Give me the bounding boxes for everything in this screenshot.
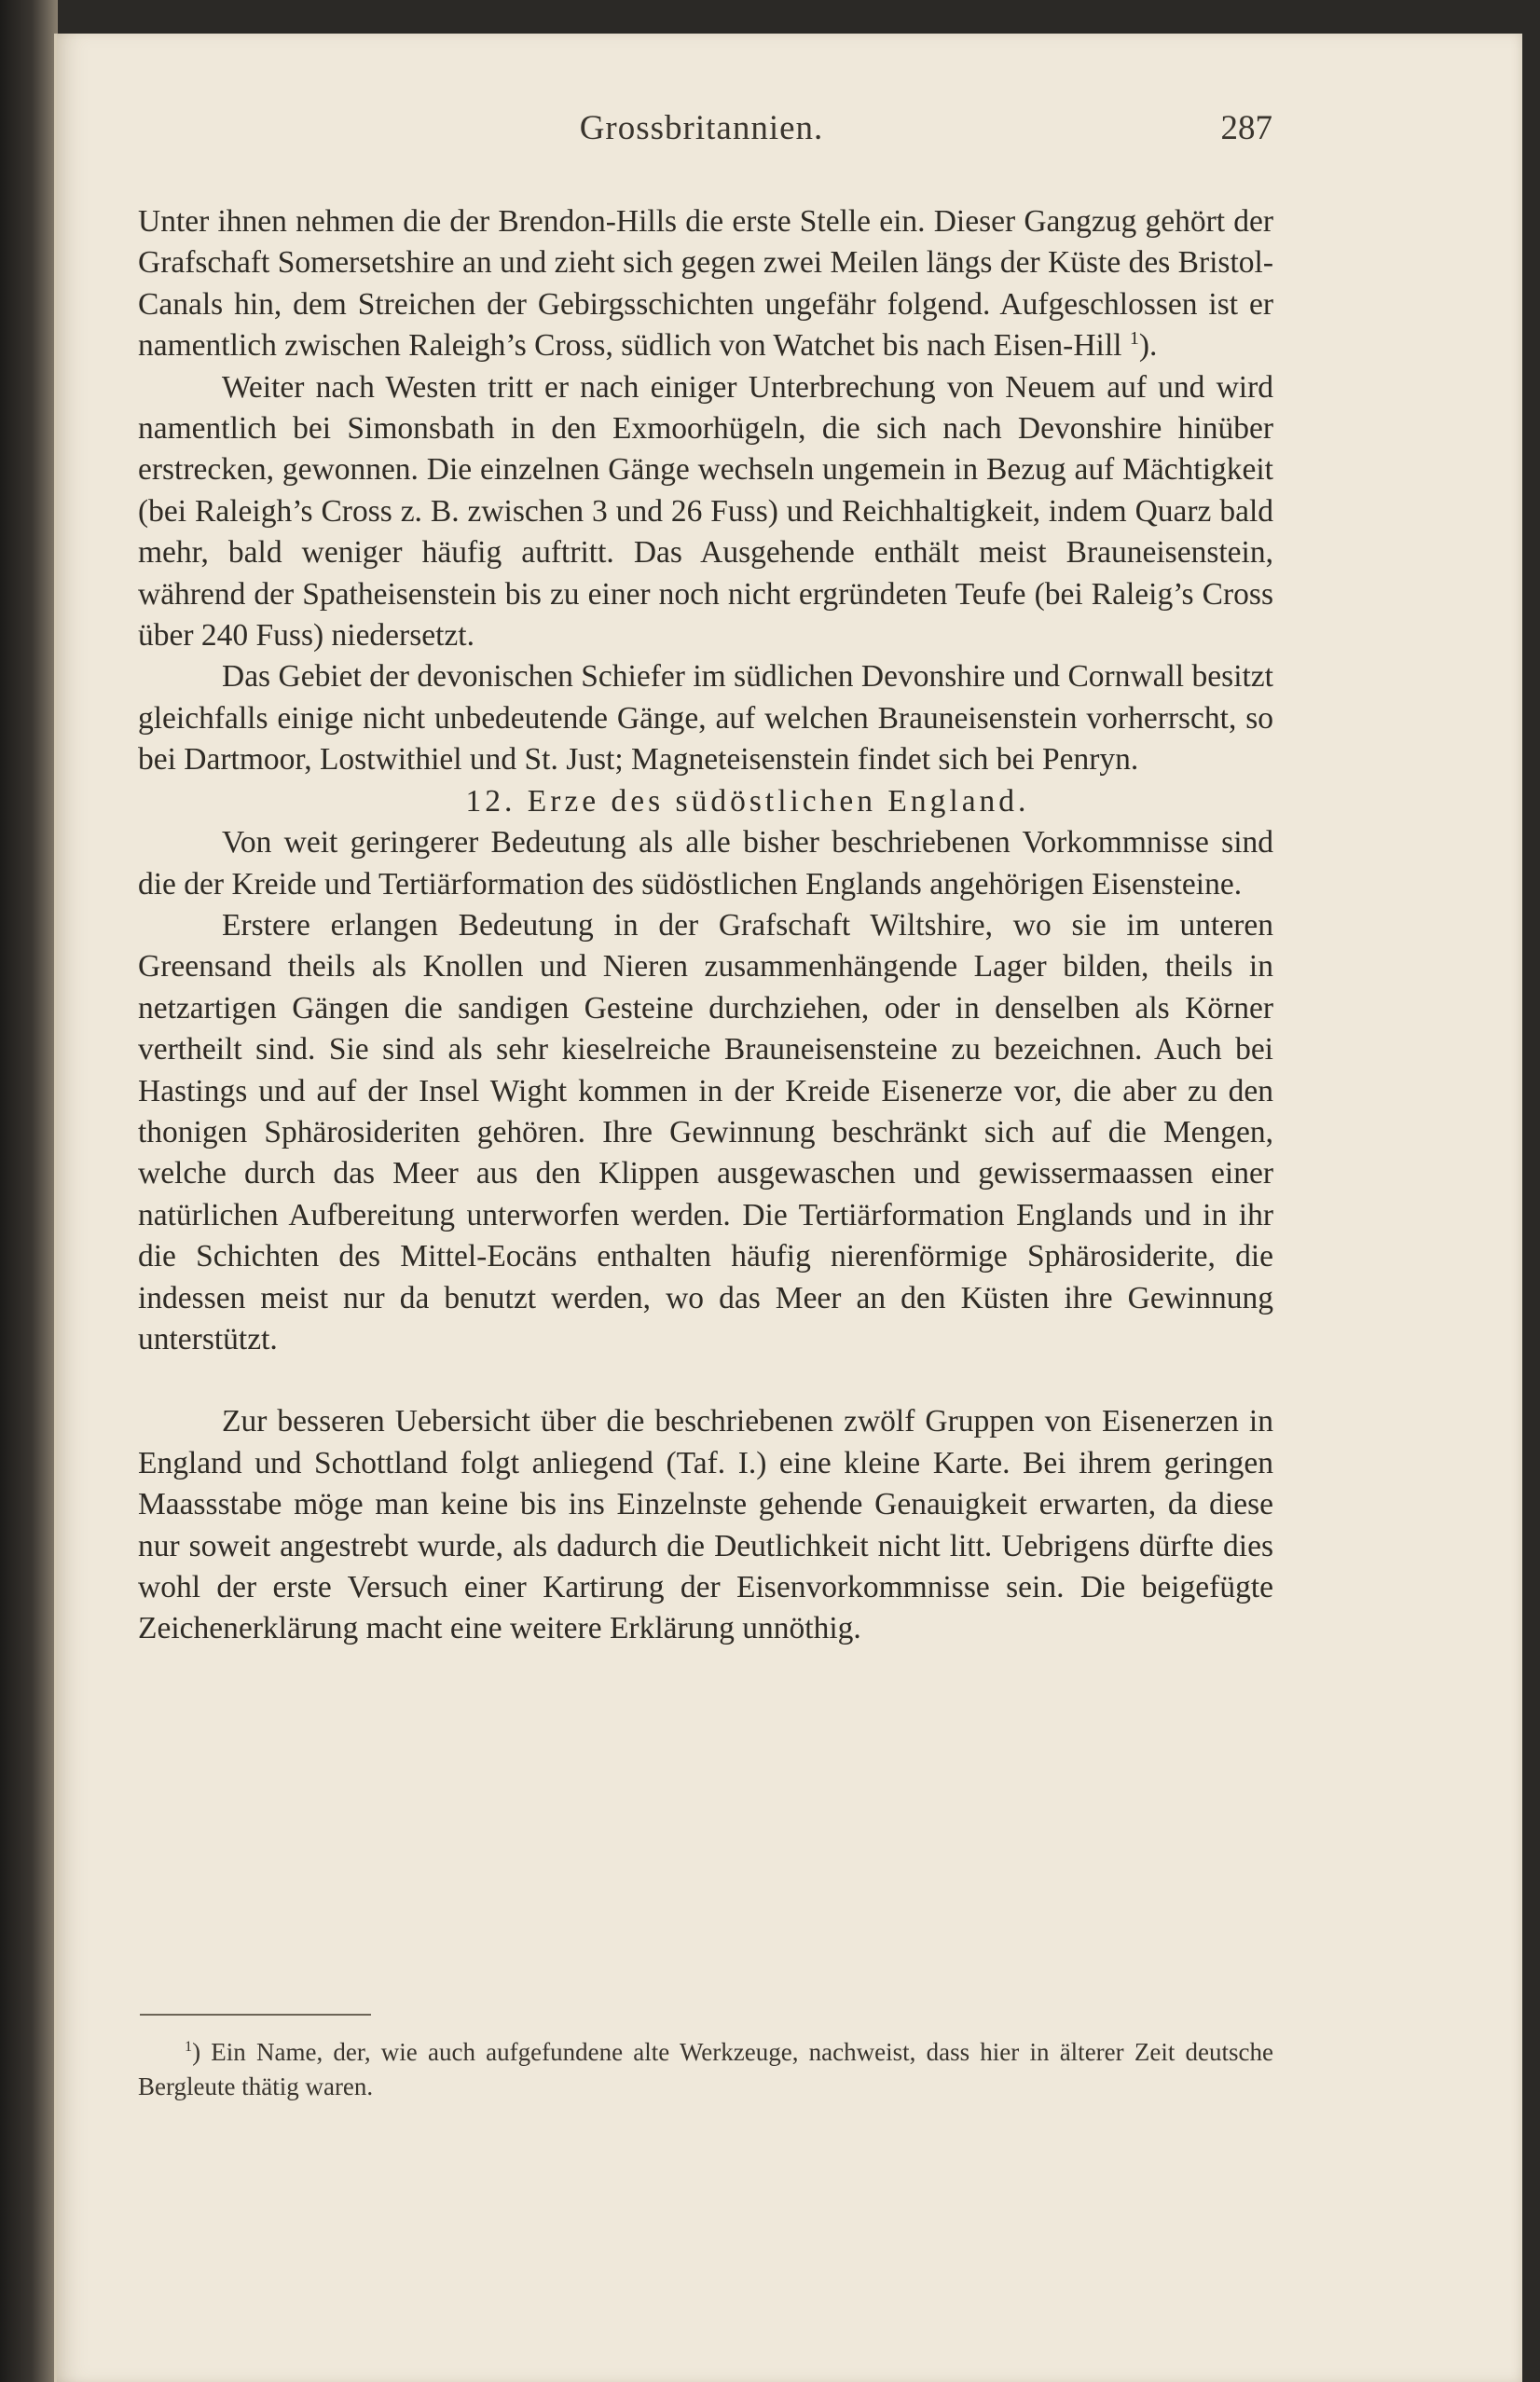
running-title: Grossbritannien. [579,109,824,147]
paragraph-end: ). [1138,328,1158,364]
paragraph-text: Unter ihnen nehmen die der Brendon-Hills die erste Stelle ein. Dieser Gangzug gehört der Grafschaft Somersetshire an und zieht sich gegen zwei Meilen längs der Küste des Bristol-Canals hin, dem Streichen der Gebirgsschichten ungefähr folgend. Aufgeschlossen ist er namentlich zwischen Raleigh’s Cross, südlich von Watchet bis nach Eisen-Hill [138,204,1273,364]
running-header [131,108,1272,164]
paragraph-exmoor: Weiter nach Westen tritt er nach einiger Unterbrechung von Neuem auf und wird namentlich bei Simonsbath in den Exmoorhügeln, die sich nach Devonshire hinüber erstrecken, gewonnen. Die einzelnen Gänge wechseln ungemein in Bezug auf Mächtigkeit (bei Raleigh’s Cross z. B. zwischen 3 und 26 Fuss) und Reichhaltigkeit, indem Quarz bald mehr, bald weniger häufig auftritt. Das Ausgehende enthält meist Brauneisenstein, während der Spatheisenstein bis zu einer noch nicht ergründeten Teufe (bei Raleig’s Cross über 240 Fuss) niedersetzt. [138,369,1273,654]
footnote-reference: 1 [1129,328,1139,350]
footnote-mark: 1 [185,2038,193,2055]
paragraph-devonshire-cornwall: Das Gebiet der devonischen Schiefer im südlichen Devonshire und Cornwall besitzt gleichfalls einige nicht unbedeutende Gänge, auf welchen Brauneisenstein vorherrscht, so bei Dartmoor, Lostwithiel und St. Just; Magneteisenstein findet sich bei Penryn. [138,659,1273,778]
paragraph-wiltshire: Erstere erlangen Bedeutung in der Grafschaft Wiltshire, wo sie im unteren Greensand theils als Knollen und Nieren zusammenhängende Lager bilden, theils in netzartigen Gängen die sandigen Gesteine durchziehen, oder in denselben als Körner vertheilt sind. Sie sind als sehr kieselreiche Brauneisensteine zu bezeichnen. Auch bei Hastings und auf der Insel Wight kommen in der Kreide Eisenerze vor, die aber zu den thonigen Sphärosideriten gehören. Ihre Gewinnung beschränkt sich auf die Mengen, welche durch das Meer aus den Klippen ausgewaschen und gewissermaassen einer natürlichen Aufbereitung unterworfen werden. Die Tertiärformation Englands und in ihr die Schichten des Mittel-Eocäns enthalten häufig nierenförmige Sphärosiderite, die indessen meist nur da benutzt werden, wo das Meer an den Küsten ihre Gewinnung unterstützt. [138,907,1273,1356]
section-heading: 12. Erze des südöstlichen England. [465,783,1030,819]
footnote [138,2035,1273,2104]
footnote-divider [140,2014,371,2016]
paragraph-map-overview: Zur besseren Uebersicht über die beschriebenen zwölf Gruppen von Eisenerzen in England und Schottland folgt anliegend (Taf. I.) eine kleine Karte. Bei ihrem geringen Maassstabe möge man keine bis ins Einzelnste gehende Genauigkeit erwarten, da diese nur soweit angestrebt wurde, als dadurch die Deutlichkeit nicht litt. Uebrigens dürfte dies wohl der erste Versuch einer Kartirung der Eisenvorkommnisse sein. Die beigefügte Zeichenerklärung macht eine weitere Erklärung unnöthig. [138,1404,1273,1646]
body-text [138,201,1273,1650]
page-number: 287 [1220,109,1272,147]
paragraph-southeast-england: Von weit geringerer Bedeutung als alle bisher beschriebenen Vorkommnisse sind die der Kreide und Tertiärformation des südöstlichen Englands angehörigen Eisensteine. [138,825,1273,902]
book-spine-shadow [0,0,58,2382]
paragraph-gap [138,1360,1273,1401]
paragraph-brendon-hills [138,201,1273,367]
footnote-text: ) Ein Name, der, wie auch aufgefundene alte Werkzeuge, nachweist, dass hier in älterer Zeit deutsche Bergleute thätig waren. [138,2038,1273,2100]
